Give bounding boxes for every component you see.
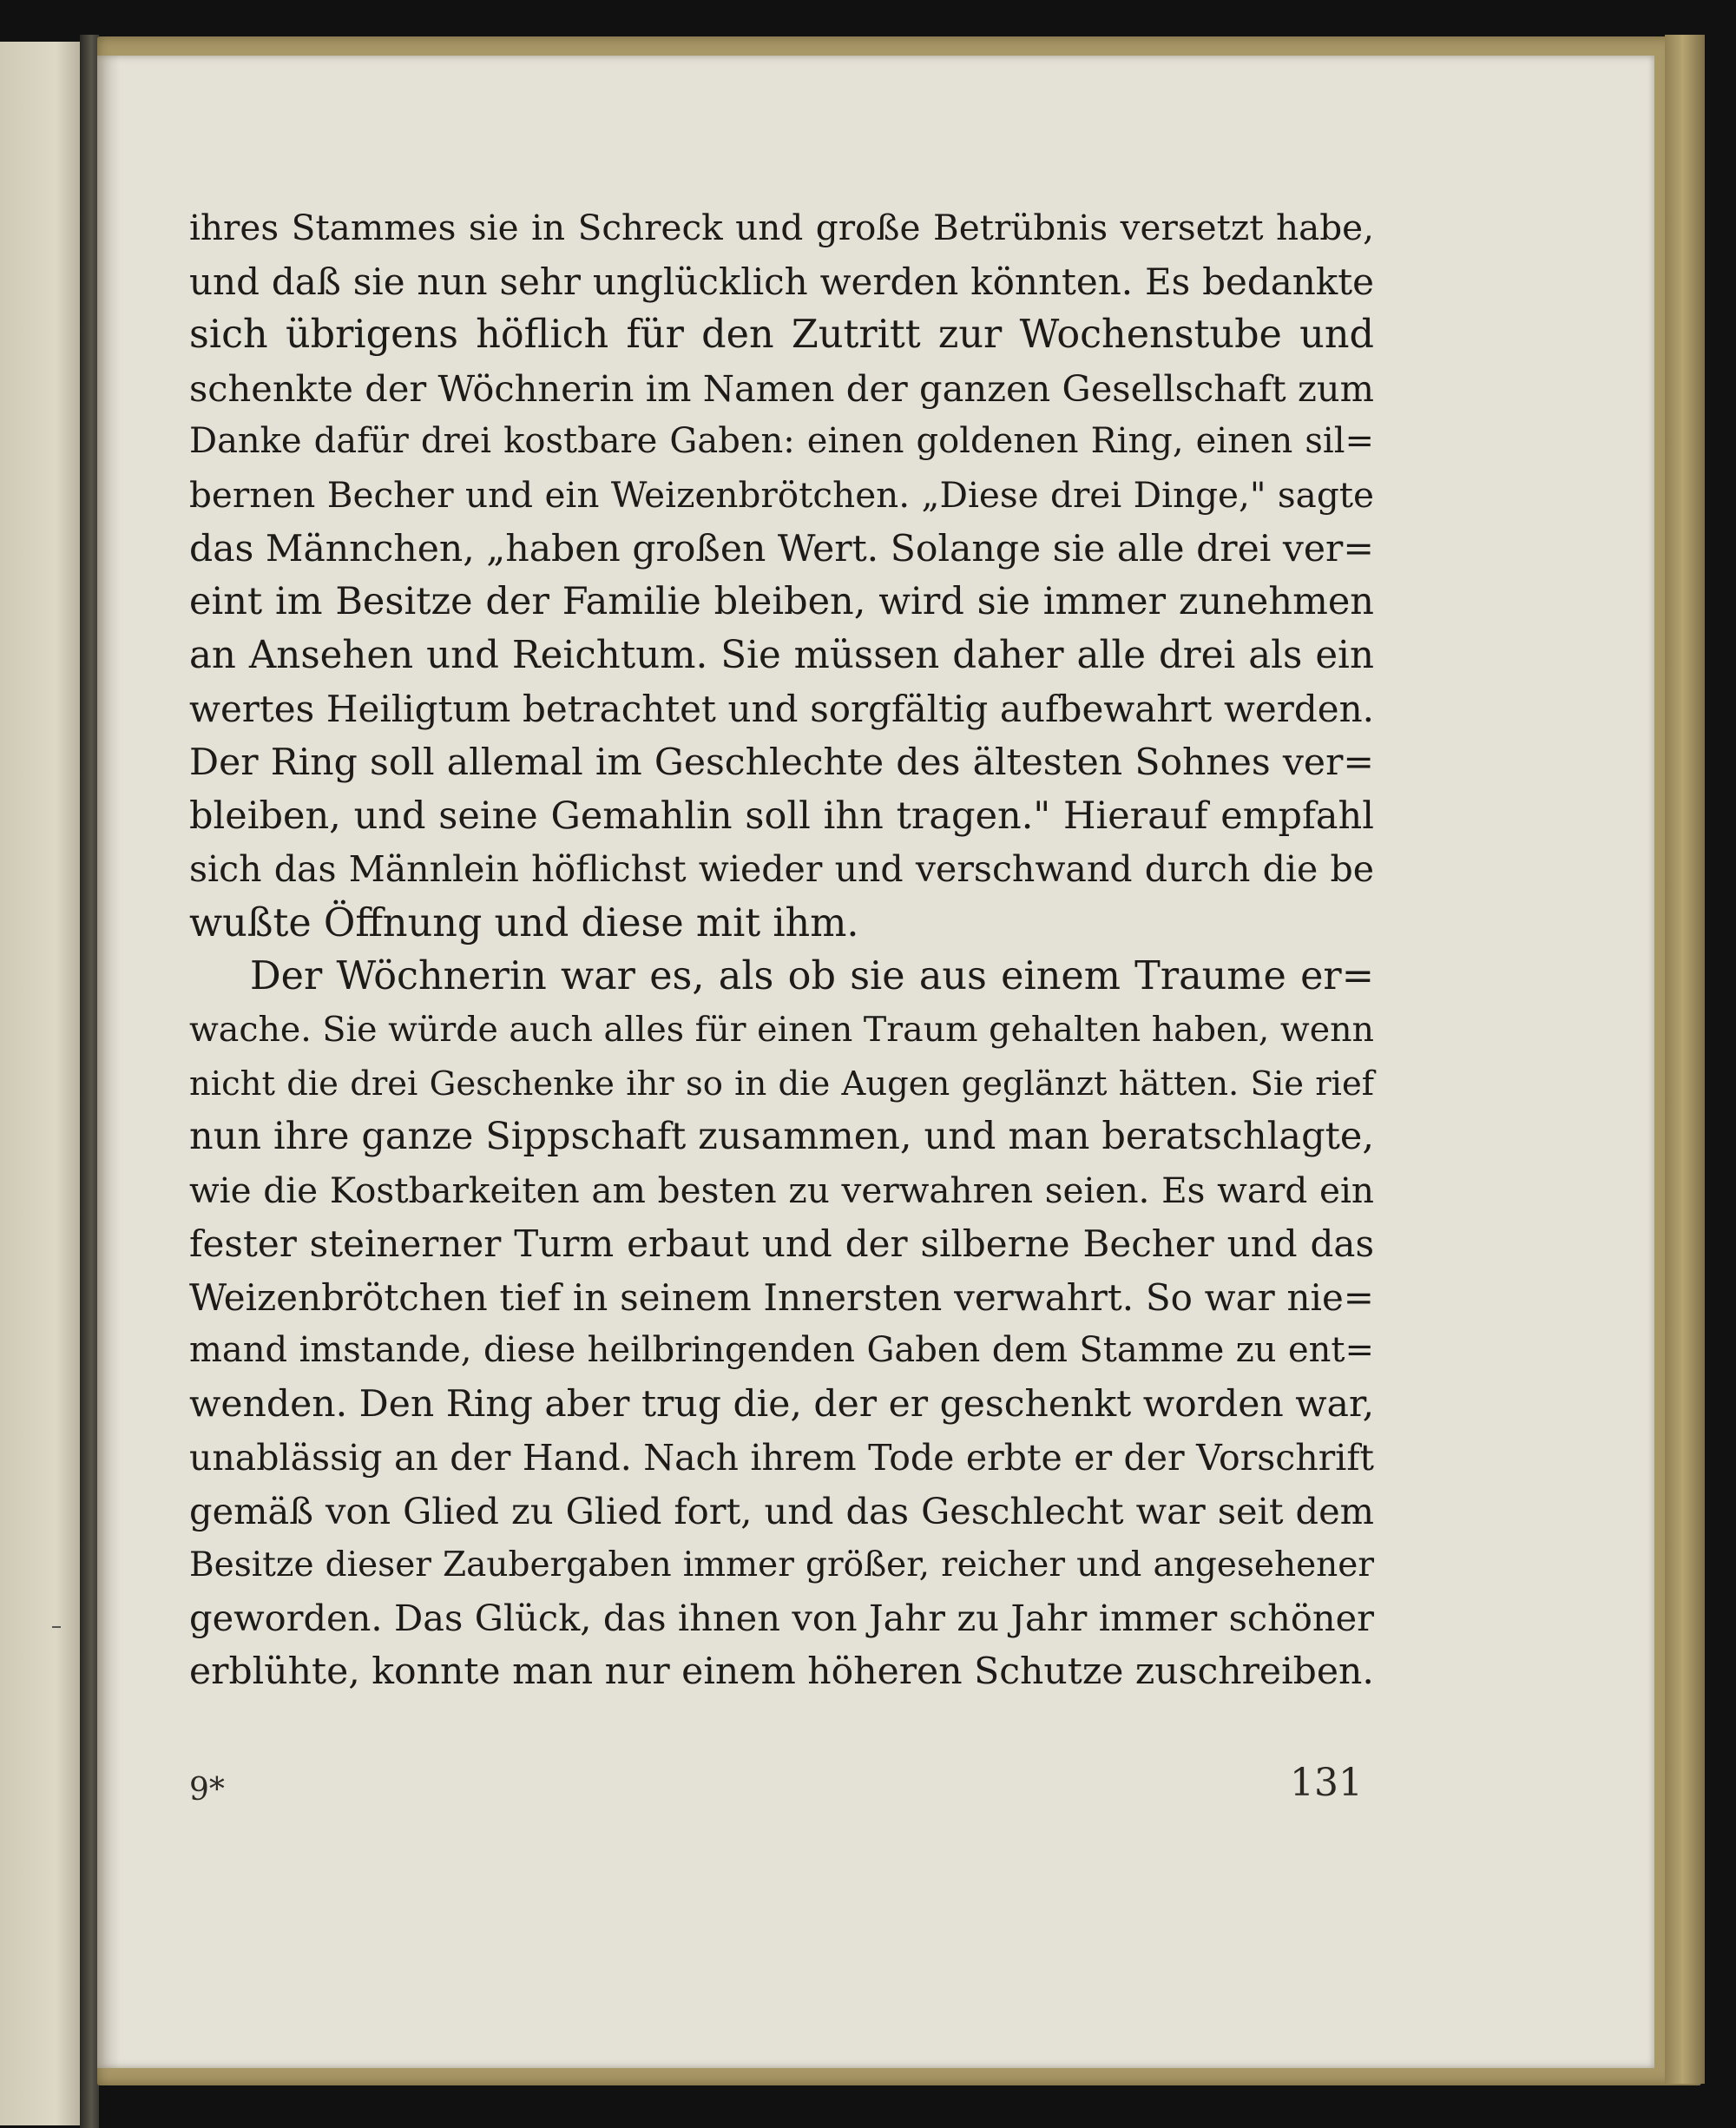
text-line: Weizenbrötchen tief in seinem Innersten verwahrt. So war nie= <box>189 1275 1374 1319</box>
page-number: 131 <box>1290 1761 1363 1805</box>
page-fold-shadow <box>97 56 120 2068</box>
text-line: geworden. Das Glück, das ihnen von Jahr zu Jahr immer schöner <box>189 1597 1374 1640</box>
text-line: Danke dafür drei kostbare Gaben: einen goldenen Ring, einen sil= <box>189 421 1374 462</box>
cover-edge <box>1665 35 1705 2084</box>
text-line: wenden. Den Ring aber trug die, der er geschenkt worden war, <box>189 1383 1375 1426</box>
left-page-edge <box>0 42 82 2125</box>
text-line: gemäß von Glied zu Glied fort, und das Geschlecht war seit dem <box>189 1490 1374 1533</box>
signature-mark: 9* <box>189 1772 225 1808</box>
text-line: wußte Öffnung und diese mit ihm. <box>189 900 859 945</box>
text-line: sich das Männlein höflichst wieder und verschwand durch die be <box>189 848 1374 891</box>
text-line: nun ihre ganze Sippschaft zusammen, und man beratschlagte, <box>189 1115 1374 1159</box>
body-text <box>189 201 1374 1699</box>
text-line: bernen Becher und ein Weizenbrötchen. „Diese drei Dinge," sagte <box>189 473 1374 516</box>
text-line: sich übrigens höflich für den Zutritt zur Wochenstube und <box>189 313 1374 358</box>
text-line: nicht die drei Geschenke ihr so in die Augen geglänzt hätten. Sie rief <box>189 1064 1374 1104</box>
margin-mark <box>52 1626 61 1628</box>
text-line: ihres Stammes sie in Schreck und große Betrübnis versetzt habe, <box>189 207 1374 248</box>
text-line: eint im Besitze der Familie bleiben, wird sie immer zunehmen <box>189 580 1374 624</box>
text-line: mand imstande, diese heilbringenden Gaben dem Stamme zu ent= <box>189 1330 1374 1371</box>
book-gutter <box>80 35 99 2128</box>
text-line: und daß sie nun sehr unglücklich werden könnten. Es bedankte <box>189 260 1374 303</box>
text-line: wertes Heiligtum betrachtet und sorgfältig aufbewahrt werden. <box>189 688 1374 731</box>
text-line: das Männchen, „haben großen Wert. Solange sie alle drei ver= <box>189 527 1374 570</box>
text-line: bleiben, und seine Gemahlin soll ihn tragen." Hierauf empfahl <box>189 794 1374 838</box>
text-line: wie die Kostbarkeiten am besten zu verwahren seien. Es ward ein <box>189 1169 1374 1211</box>
text-line: erblühte, konnte man nur einem höheren Schutze zuschreiben. <box>189 1650 1374 1694</box>
text-line: an Ansehen und Reichtum. Sie müssen daher alle drei als ein <box>189 633 1374 677</box>
text-line: Der Ring soll allemal im Geschlechte des ältesten Sohnes ver= <box>189 741 1374 784</box>
text-line: schenkte der Wöchnerin im Namen der ganzen Gesellschaft zum <box>189 366 1374 410</box>
text-line: fester steinerner Turm erbaut und der silberne Becher und das <box>189 1222 1374 1266</box>
text-line: Besitze dieser Zaubergaben immer größer, reicher und angesehener <box>189 1545 1374 1584</box>
text-line: wache. Sie würde auch alles für einen Traum gehalten haben, wenn <box>189 1009 1374 1050</box>
text-line: unablässig an der Hand. Nach ihrem Tode erbte er der Vorschrift <box>189 1436 1374 1479</box>
text-line: Der Wöchnerin war es, als ob sie aus einem Traume er= <box>250 954 1374 999</box>
